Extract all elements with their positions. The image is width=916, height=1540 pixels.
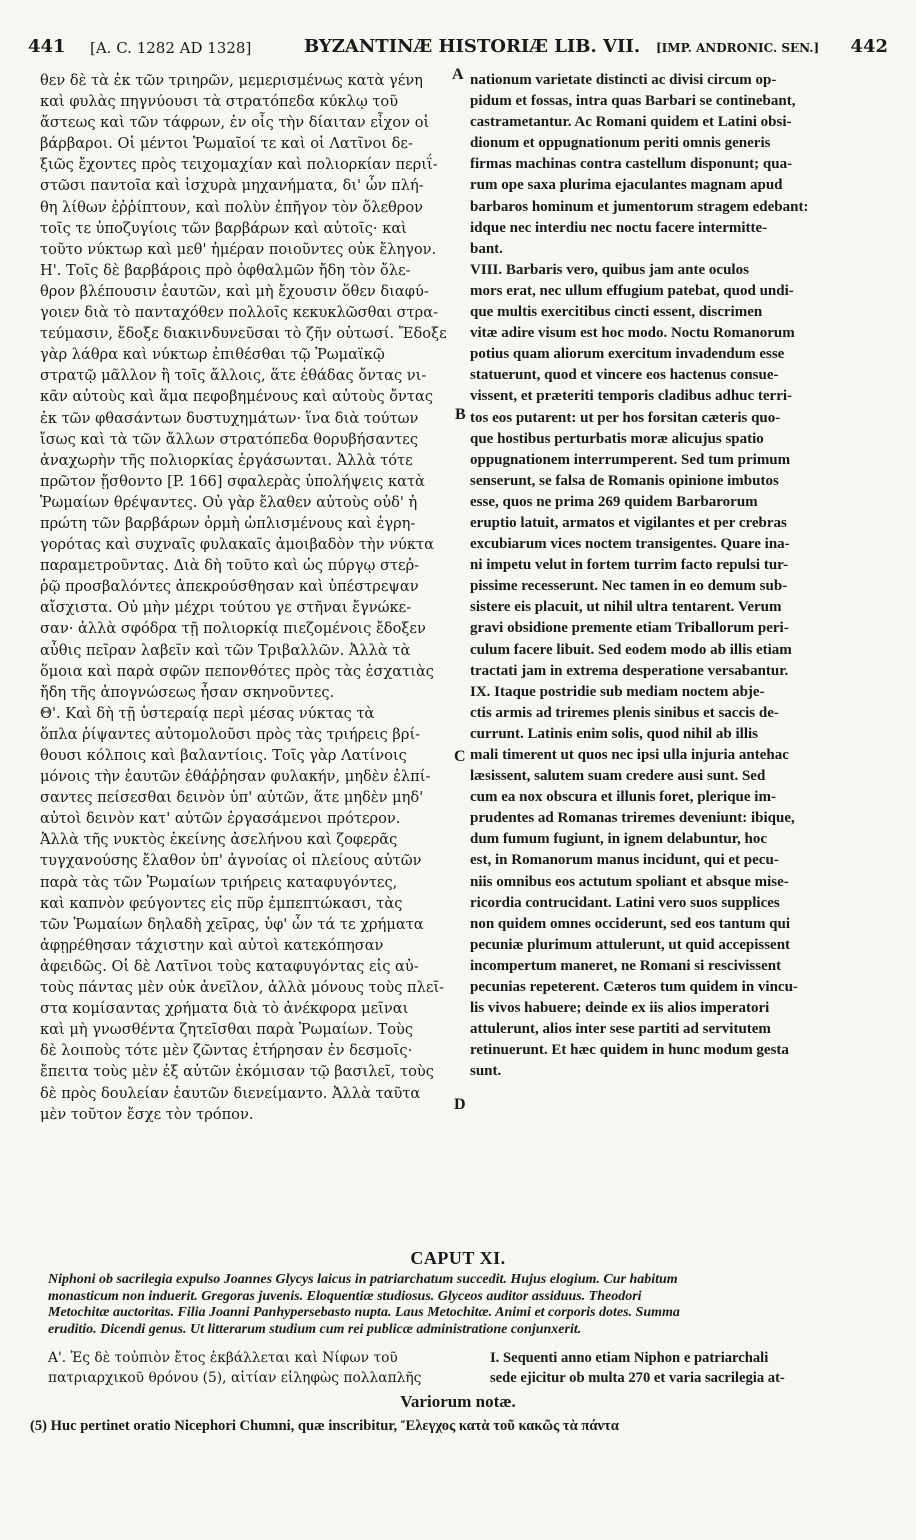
page-number-left: 441 [28,36,66,57]
running-header [28,36,888,62]
text-line: pissime recesserunt. Nec tamen in eo demum sub- [470,578,788,595]
text-line: τοὺς πάντας μὲν οὐκ ἀνεῖλον, ἀλλὰ μόνους τοὺς πλεῖ- [40,979,445,997]
text-line: pidum et fossas, intra quas Barbari se continebant, [470,93,796,110]
latin-column [470,70,884,1083]
header-dates: [A. C. 1282 AD 1328] [90,39,252,57]
text-line: barbaros hominum et jumentorum stragem edebant: [470,198,809,215]
text-line: γορότας καὶ συχναῖς φυλακαῖς ἀμοιβαδὸν τὴν νύκτα [40,536,434,554]
text-line: μόνοις τὴν ἑαυτῶν ἐθάῤῥησαν φυλακήν, μηδὲν ἐλπί- [40,768,431,786]
text-line: θη λίθων ἐῤῥίπτουν, καὶ πολὺν ἐπῆγον τὸν ὄλεθρον [40,198,424,216]
text-line: ἔπειτα τοὺς μὲν ἐξ αὐτῶν ἐκόμισαν τῷ βασιλεῖ, τοὺς [40,1063,434,1081]
text-line: αὖθις πεῖραν λαβεῖν καὶ τῶν Τριβαλλῶν. Ἀλλὰ τὰ [40,641,411,659]
margin-letter: B [455,406,466,423]
text-line: τοῖς τε ὑποζυγίοις τῶν βαρβάρων καὶ αὐτοῖς· καὶ [40,219,407,237]
text-line: Metochitæ auctoritas. Filia Joanni Panhypersebasto nupta. Laus Metochitæ. Animi et corporis dotes. Summa [48,1305,680,1320]
text-line: que multis exercitibus cincti essent, discrimen [470,304,763,321]
header-emperor: [IMP. ANDRONIC. SEN.] [656,41,820,55]
text-line: mali timerent ut quos nec ipsi ulla injuria antehac [470,747,789,763]
text-line: ἄστεως καὶ τῶν τάφρων, ἐν οἷς τὴν δίαιταν εἶχον οἱ [40,114,430,132]
greek-column [40,70,450,1125]
text-line: τυγχανούσης ἔλαθον ὑπ' ἀγνοίας οἱ πλείους αὐτῶν [40,852,422,870]
text-line: ὅμοια καὶ παρὰ σφῶν πεπονθότες πρὸς τὰς ἐσχατιὰς [40,662,434,680]
text-line: ἀναχωρὴν τῆς πολιορκίας ἐργάσωνται. Ἀλλὰ τότε [40,451,413,469]
text-line: sistere eis placuit, ut nihil ultra tentarent. Verum [470,599,782,616]
text-line: ἴσως καὶ τὰ τῶν ἄλλων στρατόπεδα θορυβήσαντες [40,430,419,448]
greek-column-chapter [48,1348,468,1388]
text-line: Α'. Ἐς δὲ τοὐπιὸν ἔτος ἐκβάλλεται καὶ Νίφων τοῦ [48,1350,398,1366]
margin-letter: D [454,1096,466,1113]
text-line: rum ope saxa plurima ejaculantes magnam apud [470,177,783,194]
footnote: (5) Huc pertinet oratio Nicephori Chumni, quæ inscribitur, Ἔλεγχος κατὰ τοῦ κακῶς τὰ πάντα [30,1418,619,1434]
text-line: pecunias repeterent. Cæteros tum quidem in vincu- [470,979,798,996]
text-line: nationum varietate distincti ac divisi circum op- [470,72,777,88]
margin-letter: C [454,748,466,765]
text-line: παραμετροῦντας. Διὰ δὴ τοῦτο καὶ ὡς πύργῳ στεῤ- [40,557,420,575]
text-line: est, in Romanorum manus incidunt, qui et pecu- [470,852,779,869]
text-line: Ῥωμαίων θρέψαντες. Οὐ γὰρ ἔλαθεν αὐτοὺς οὐδ' ἡ [40,493,418,511]
text-line: ἀφῃρέθησαν τάχιστην καὶ αὐτοὶ κατεκόπησαν [40,936,384,954]
margin-letter: A [452,66,464,83]
text-line: senserunt, se falsa de Romanis opinione imbutos [470,472,779,489]
text-line: sunt. [470,1063,502,1080]
text-line: monasticum non induerit. Gregoras juvenis. Eloquentiæ studiosus. Glyceos auditor assiduus. Theodori [48,1288,642,1304]
header-title: BYZANTINÆ HISTORIÆ LIB. VII. [304,36,641,57]
text-line: sede ejicitur ob multa 270 et varia sacrilegia at- [490,1370,785,1386]
text-line: excubiarum vices noctem transigentes. Quare ina- [470,536,790,553]
text-line: oppugnationem interrumperent. Sed tum primum [470,451,791,468]
text-line: αἴσχιστα. Οὐ μὴν μέχρι τούτου γε στῆναι ἔγνώκε- [40,599,412,617]
text-line: non quidem omnes occiderunt, sed eos tantum qui [470,915,791,932]
text-line: θεν δὲ τὰ ἐκ τῶν τριηρῶν, μεμερισμένως κατὰ γένη [40,72,423,89]
text-line: ἐκ τῶν φθασάντων δυστυχημάτων· ἵνα διὰ τούτων [40,409,419,427]
text-line: vissent, et præteriti temporis cladibus adhuc terri- [470,388,793,405]
text-line: ctis armis ad triremes plenis sinibus et saccis de- [470,704,779,721]
text-line: attulerunt, alios inter sese partiti ad servitutem [470,1021,771,1038]
text-line: IX. Itaque postridie sub mediam noctem abje- [470,683,765,700]
text-line: lis vivos habuere; deinde ex iis alios imperatori [470,1000,770,1017]
text-line: γὰρ λάθρα καὶ νύκτωρ ἐπιθέσθαι τῷ Ῥωμαϊκῷ [40,346,385,364]
text-line: στα κομίσαντας χρήματα διὰ τὸ ἀνέκφορα μεῖναι [40,1000,409,1018]
text-line: πρώτη τῶν βαρβάρων ὁρμὴ ὡπλισμένους καὶ ἐγρη- [40,514,416,532]
text-line: tos eos putarent: ut per hos forsitan cæteris quo- [470,409,781,426]
text-line: statuerunt, quod et vincere eos hactenus consue- [470,367,779,384]
text-line: βάρβαροι. Οἱ μέντοι Ῥωμαῖοί τε καὶ οἱ Λατῖνοι δε- [40,135,413,153]
text-line: ξιῶς ἔχοντες πρὸς τειχομαχίαν καὶ πολιορκίαν περιΐ- [40,156,438,174]
text-line: δὲ λοιποὺς τότε μὲν ζῶντας ἐτήρησαν ἐν δεσμοῖς· [40,1042,413,1060]
text-line: ricordia contrucidant. Latini vero suos supplices [470,894,780,911]
text-line: τῶν Ῥωμαίων δηλαδὴ χεῖρας, ὑφ' ὧν τά τε χρήματα [40,915,424,933]
text-line: τοῦτο νύκτωρ καὶ μεθ' ἡμέραν ποιοῦντες οὐκ ἔληγον. [40,240,437,258]
text-line: eruptio latuit, armatos et vigilantes et per crebras [470,514,787,531]
text-line: esse, quos ne prima 269 quidem Barbarorum [470,493,758,510]
text-line: niis omnibus eos actutum spoliant et absque mise- [470,873,789,890]
text-line: τεύμασιν, ἔδοξε διακινδυνεῦσαι τὸ ζῆν οὑτωσί. Ἔδοξε [40,325,447,343]
text-line: ὅπλα ῥίψαντες αὐτομολοῦσι πρὸς τὰς τριήρεις βρί- [40,725,421,743]
text-line: firmas machinas contra castellum disponunt; qua- [470,156,793,173]
text-line: στρατῷ μᾶλλον ἢ τοῖς ἄλλοις, ἅτε ἐθάδας ὄντας νι- [40,367,427,385]
text-line: θρον βλέπουσιν ἑαυτῶν, καὶ μὴ ἔχουσιν ὅθεν διαφύ- [40,282,429,300]
text-line: καὶ καπνὸν φεύγοντες εἰς πῦρ ἐμπεπτώκασι, τὰς [40,894,403,912]
text-line: σαν· ἀλλὰ σφόδρα τῇ πολιορκίᾳ πιεζομένοις ἔδοξεν [40,620,426,638]
text-line: αὐτοὶ δεινὸν κατ' αὐτῶν ἐργασάμενοι πρότερον. [40,810,401,828]
text-line: idque nec interdiu nec noctu facere intermitte- [470,219,768,236]
text-line: Niphoni ob sacrilegia expulso Joannes Glycys laicus in patriarchatum succedit. Hujus elogium. Cur habitum [48,1272,678,1287]
text-line: παρὰ τὰς τῶν Ῥωμαίων τριήρεις καταφυγόντες, [40,873,398,891]
text-line: que hostibus perturbatis moræ alicujus spatio [470,430,764,447]
text-line: Θ'. Καὶ δὴ τῇ ὑστεραίᾳ περὶ μέσας νύκτας τὰ [40,704,375,722]
text-line: vitæ adire visum est hoc modo. Noctu Romanorum [470,325,795,342]
text-line: dum fumum fugiunt, in ignem delabuntur, hoc [470,831,768,848]
text-line: currunt. Latinis enim solis, quod nihil ab illis [470,725,758,742]
text-line: dionum et oppugnationum periti omnis generis [470,135,771,152]
chapter-heading: CAPUT XI. [410,1248,506,1268]
text-line: στῶσι παντοῖα καὶ ἰσχυρὰ μηχανήματα, δι' ὧν πλή- [40,177,424,195]
text-line: cum ea nox obscura et illunis foret, plerique im- [470,789,776,806]
chapter-summary [48,1272,884,1338]
text-line: ῥῷ προσβαλόντες ἀπεκρούσθησαν καὶ ὑπέστρεψαν [40,578,419,596]
text-line: VIII. Barbaris vero, quibus jam ante oculos [470,261,749,278]
text-line: bant. [470,240,503,257]
text-line: ni impetu velut in fortem turrim facto repulsi tur- [470,557,789,574]
text-line: πρῶτον ᾔσθοντο [P. 166] σφαλερὰς ὑπολήψεις κατὰ [40,472,425,490]
text-line: prudentes ad Romanas triremes deveniunt: ibique, [470,810,795,827]
text-line: πατριαρχικοῦ θρόνου (5), αἰτίαν εἰληφὼς πολλαπλῆς [48,1370,422,1386]
text-line: potius quam aliorum exercitum invadendum esse [470,346,785,363]
text-line: δὲ πρὸς δουλείαν ἑαυτῶν διενείμαντο. Ἀλλὰ ταῦτα [40,1084,421,1102]
text-line: eruditio. Dicendi genus. Ut litterarum studium cum rei publicæ administratione conjunxerit. [48,1321,582,1337]
text-line: læsissent, salutem suam credere ausi sunt. Sed [470,768,766,785]
text-line: καὶ φυλὰς πηγνύουσι τὰ στρατόπεδα κύκλῳ τοῦ [40,93,399,111]
text-line: σαντες πείσεσθαι δεινὸν ὑπ' αὐτῶν, ἅτε μηδὲν μηδ' [40,789,424,807]
latin-column-chapter [490,1348,890,1388]
text-line: θουσι κόλποις καὶ βαλαντίοις. Τοῖς γὰρ Λατίνοις [40,747,407,764]
text-line: ἤδη τῆς ἀπογνώσεως ἦσαν σκηνοῦντες. [40,683,335,701]
text-line: mors erat, nec ullum effugium patebat, quod undi- [470,282,794,299]
text-line: tractati jam in extrema desperatione versabantur. [470,662,789,679]
text-line: Η'. Τοῖς δὲ βαρβάροις πρὸ ὀφθαλμῶν ἤδη τὸν ὄλε- [40,261,411,279]
text-line: Ἀλλὰ τῆς νυκτὸς ἐκείνης ἀσελήνου καὶ ζοφερᾶς [40,831,398,849]
text-line: culum facere libuit. Sed eodem modo ab illis etiam [470,641,792,658]
text-line: καὶ μὴ γνωσθέντα ζητεῖσθαι παρὰ Ῥωμαίων. Τοὺς [40,1021,414,1039]
text-line: gravi obsidione premente etiam Triballorum peri- [470,620,789,637]
text-line: castrametantur. Ac Romani quidem et Latini obsi- [470,114,792,131]
text-line: incompertum maneret, ne Romani si rescivissent [470,957,782,974]
notes-heading: Variorum notæ. [400,1392,516,1411]
text-line: pecuniæ plurimum attulerunt, ut quid accepissent [470,936,791,953]
text-line: γοιεν διὰ τὸ πανταχόθεν πολλοῖς κεκυκλῶσθαι στρα- [40,304,439,322]
text-line: κᾶν αὐτοὺς καὶ ἅμα πεφοβημένους καὶ αὐτοὺς ὄντας [40,388,434,406]
text-line: ἀφειδῶς. Οἱ δὲ Λατῖνοι τοὺς καταφυγόντας εἰς αὐ- [40,957,419,975]
page-number-right: 442 [850,36,888,57]
text-line: I. Sequenti anno etiam Niphon e patriarchali [490,1350,769,1366]
text-line: retinuerunt. Et hæc quidem in hunc modum gesta [470,1042,789,1059]
text-line: μὲν τοῦτον ἔσχε τὸν τρόπον. [40,1105,254,1123]
